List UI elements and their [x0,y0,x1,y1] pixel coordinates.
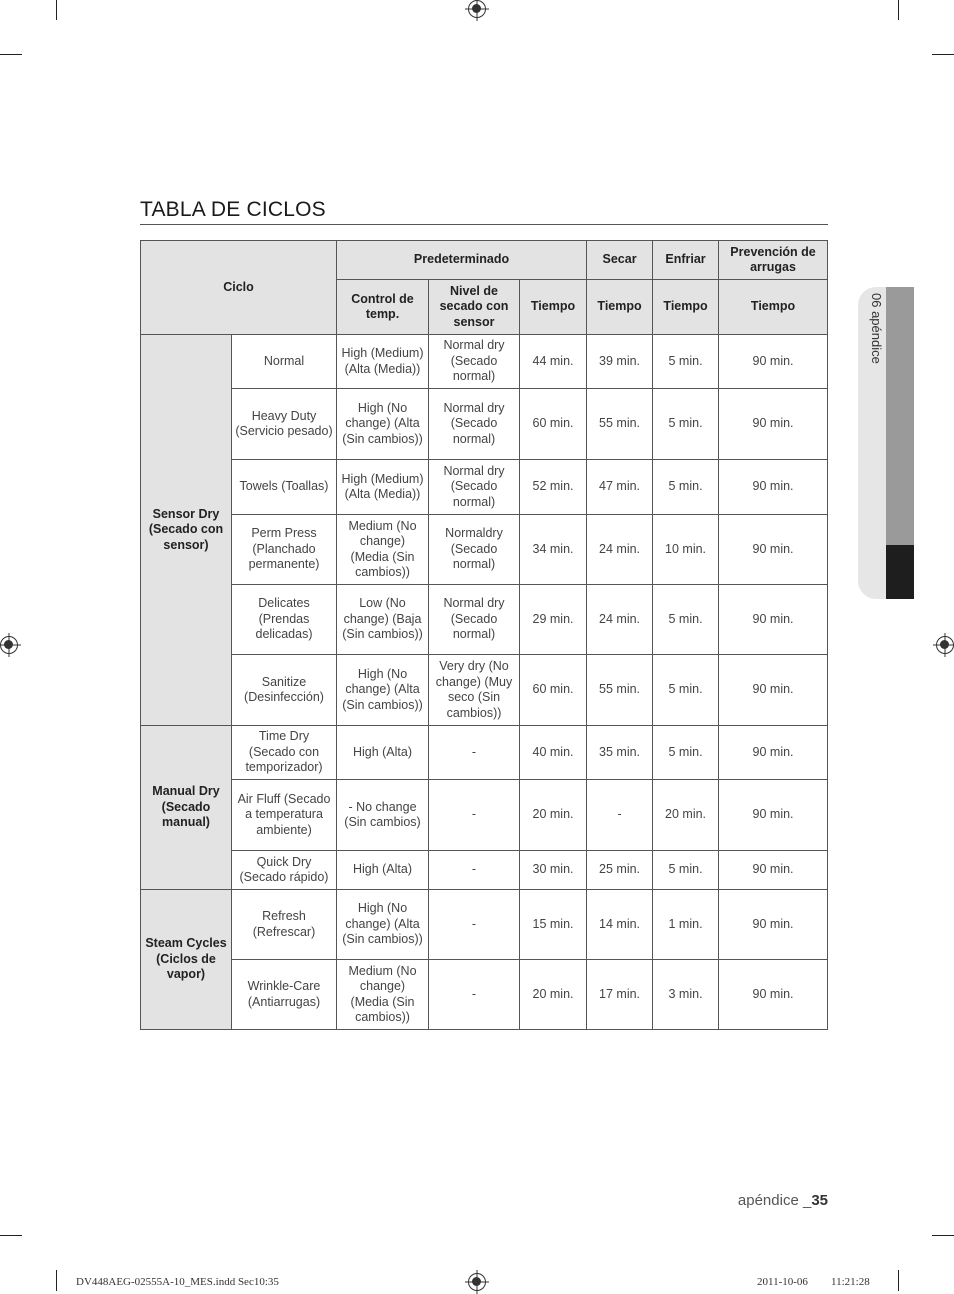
cool-cell: 5 min. [653,655,719,726]
wrinkle-cell: 90 min. [719,890,828,960]
temp-cell: High (Medium) (Alta (Media)) [337,460,429,515]
header-tiempo: Tiempo [520,280,587,335]
time-cell: 20 min. [520,780,587,851]
cool-cell: 5 min. [653,585,719,655]
dry-cell: 14 min. [587,890,653,960]
cycle-name: Refresh (Refrescar) [232,890,337,960]
header-control-temp: Control de temp. [337,280,429,335]
group-label: Sensor Dry (Secado con sensor) [141,335,232,726]
time-cell: 60 min. [520,655,587,726]
imprint-time: 11:21:28 [831,1276,870,1288]
header-predeterminado: Predeterminado [337,241,587,280]
dry-cell: 55 min. [587,655,653,726]
crop-mark [898,0,899,20]
cool-cell: 1 min. [653,890,719,960]
time-cell: 44 min. [520,335,587,389]
cool-cell: 5 min. [653,851,719,890]
header-nivel-secado: Nivel de secado con sensor [429,280,520,335]
cool-cell: 5 min. [653,460,719,515]
dry-cell: 39 min. [587,335,653,389]
temp-cell: Medium (No change) (Media (Sin cambios)) [337,515,429,585]
header-tiempo: Tiempo [653,280,719,335]
temp-cell: Low (No change) (Baja (Sin cambios)) [337,585,429,655]
title-divider [140,224,828,225]
level-cell: Normal dry (Secado normal) [429,585,520,655]
dry-cell: 47 min. [587,460,653,515]
table-row [141,335,828,389]
header-tiempo: Tiempo [719,280,828,335]
registration-mark-icon [0,636,18,654]
cool-cell: 10 min. [653,515,719,585]
cycle-name: Delicates (Prendas delicadas) [232,585,337,655]
cool-cell: 20 min. [653,780,719,851]
footer-section: apéndice [737,1192,799,1209]
temp-cell: High (Alta) [337,851,429,890]
dry-cell: 17 min. [587,960,653,1030]
wrinkle-cell: 90 min. [719,335,828,389]
cycle-name: Air Fluff (Secado a temperatura ambiente) [232,780,337,851]
temp-cell: High (No change) (Alta (Sin cambios)) [337,655,429,726]
cycle-name: Perm Press (Planchado permanente) [232,515,337,585]
cycle-name: Time Dry (Secado con temporizador) [232,726,337,780]
cycle-name: Heavy Duty (Servicio pesado) [232,389,337,460]
time-cell: 20 min. [520,960,587,1030]
time-cell: 60 min. [520,389,587,460]
table-row [141,585,828,655]
wrinkle-cell: 90 min. [719,389,828,460]
wrinkle-cell: 90 min. [719,780,828,851]
group-label: Steam Cycles (Ciclos de vapor) [141,890,232,1030]
section-tab [858,287,914,599]
cycle-table [140,240,828,1030]
level-cell: Normaldry (Secado normal) [429,515,520,585]
temp-cell: High (No change) (Alta (Sin cambios)) [337,890,429,960]
header-enfriar: Enfriar [653,241,719,280]
table-row [141,389,828,460]
crop-mark [932,1235,954,1236]
cycle-name: Sanitize (Desinfección) [232,655,337,726]
crop-mark [0,54,22,55]
time-cell: 34 min. [520,515,587,585]
registration-mark-icon [468,0,486,18]
cycle-name: Normal [232,335,337,389]
page-number: 35 [811,1192,828,1209]
time-cell: 15 min. [520,890,587,960]
level-cell: Normal dry (Secado normal) [429,460,520,515]
dry-cell: 25 min. [587,851,653,890]
dry-cell: 55 min. [587,389,653,460]
time-cell: 52 min. [520,460,587,515]
section-tab-marker [886,545,914,599]
crop-mark [932,54,954,55]
table-row [141,851,828,890]
wrinkle-cell: 90 min. [719,460,828,515]
section-tab-bar [886,287,914,545]
dry-cell: 35 min. [587,726,653,780]
group-label: Manual Dry (Secado manual) [141,726,232,890]
table-row [141,726,828,780]
wrinkle-cell: 90 min. [719,726,828,780]
wrinkle-cell: 90 min. [719,585,828,655]
crop-mark [56,1270,57,1291]
cool-cell: 5 min. [653,726,719,780]
time-cell: 29 min. [520,585,587,655]
table-row [141,515,828,585]
table-row [141,960,828,1030]
cool-cell: 5 min. [653,335,719,389]
level-cell: Normal dry (Secado normal) [429,335,520,389]
level-cell: - [429,960,520,1030]
table-row [141,780,828,851]
level-cell: - [429,890,520,960]
footer-separator: _ [798,1192,812,1209]
header-prevencion: Prevención de arrugas [719,241,828,280]
crop-mark [56,0,57,20]
registration-mark-icon [468,1273,486,1291]
level-cell: - [429,780,520,851]
page-footer [738,1192,828,1209]
wrinkle-cell: 90 min. [719,851,828,890]
header-secar: Secar [587,241,653,280]
cycle-name: Wrinkle-Care (Antiarrugas) [232,960,337,1030]
imprint-date: 2011-10-06 [757,1276,808,1288]
table-row [141,460,828,515]
header-tiempo: Tiempo [587,280,653,335]
level-cell: Very dry (No change) (Muy seco (Sin cambios)) [429,655,520,726]
wrinkle-cell: 90 min. [719,960,828,1030]
temp-cell: High (No change) (Alta (Sin cambios)) [337,389,429,460]
dry-cell: 24 min. [587,515,653,585]
imprint-file: DV448AEG-02555A-10_MES.indd Sec10:35 [76,1276,279,1288]
cool-cell: 5 min. [653,389,719,460]
temp-cell: - No change (Sin cambios) [337,780,429,851]
temp-cell: Medium (No change) (Media (Sin cambios)) [337,960,429,1030]
temp-cell: High (Alta) [337,726,429,780]
level-cell: - [429,726,520,780]
header-ciclo: Ciclo [141,241,337,335]
time-cell: 40 min. [520,726,587,780]
cycle-name: Quick Dry (Secado rápido) [232,851,337,890]
crop-mark [0,1235,22,1236]
page-title: TABLA DE CICLOS [140,198,326,221]
dry-cell: - [587,780,653,851]
wrinkle-cell: 90 min. [719,655,828,726]
cycle-name: Towels (Toallas) [232,460,337,515]
crop-mark [898,1270,899,1291]
temp-cell: High (Medium) (Alta (Media)) [337,335,429,389]
table-row [141,890,828,960]
registration-mark-icon [936,636,954,654]
wrinkle-cell: 90 min. [719,515,828,585]
cool-cell: 3 min. [653,960,719,1030]
level-cell: - [429,851,520,890]
section-tab-label: 06 apéndice [869,293,884,364]
time-cell: 30 min. [520,851,587,890]
level-cell: Normal dry (Secado normal) [429,389,520,460]
dry-cell: 24 min. [587,585,653,655]
table-row [141,655,828,726]
